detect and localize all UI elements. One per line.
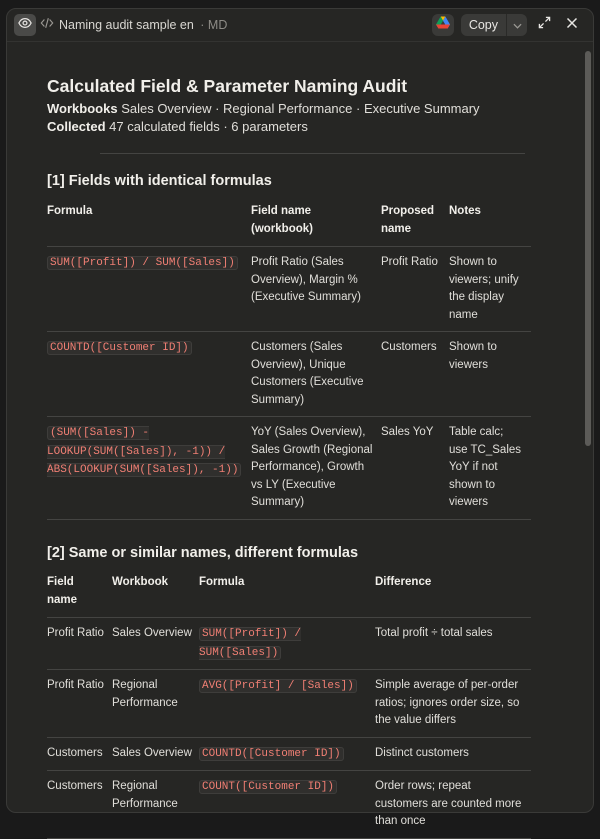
- divider: [100, 153, 525, 154]
- save-to-drive-button[interactable]: [432, 14, 454, 36]
- column-header: Notes: [449, 205, 481, 217]
- document-name: Naming audit sample en: [59, 18, 194, 32]
- view-toggle[interactable]: [14, 14, 60, 36]
- formula-code: SUM([Profit]) / SUM([Sales]): [47, 256, 238, 270]
- chevron-down-icon: [513, 16, 522, 34]
- expand-button[interactable]: [533, 14, 555, 36]
- formula-code: (SUM([Sales]) - LOOKUP(SUM([Sales]), -1)) / ABS(LOOKUP(SUM([Sales]), -1)): [47, 426, 241, 477]
- section-heading-identical-formulas: [1] Fields with identical formulas: [47, 173, 272, 189]
- table-row: [47, 771, 531, 839]
- copy-button[interactable]: Copy: [468, 18, 498, 32]
- drive-icon: [436, 16, 450, 34]
- field-name-cell: YoY (Sales Overview), Sales Growth (Regional Performance), Growth vs LY (Executive Summary): [251, 417, 381, 520]
- eye-icon: [18, 16, 32, 35]
- column-header: Workbook: [112, 576, 169, 588]
- workbook-cell: Regional Performance: [112, 771, 199, 839]
- artifact-window: [6, 8, 594, 827]
- formula-code: AVG([Profit] / [Sales]): [199, 679, 357, 693]
- formula-code: COUNTD([Customer ID]): [47, 341, 192, 355]
- column-header: Formula: [199, 576, 245, 588]
- section-heading-different-formulas: [2] Same or similar names, different formulas: [47, 545, 359, 561]
- workbook-cell: Sales Overview: [112, 737, 199, 771]
- difference-cell: Order rows; repeat customers are counted more than once: [375, 771, 531, 839]
- close-button[interactable]: [561, 14, 583, 36]
- field-name-cell: Profit Ratio (Sales Overview), Margin % (Executive Summary): [251, 247, 381, 332]
- field-name-cell: Customers: [47, 771, 112, 839]
- difference-cell: Total profit ÷ total sales: [375, 618, 531, 670]
- table-row: [47, 332, 531, 417]
- formula-code: SUM([Profit]) / SUM([Sales]): [199, 628, 302, 659]
- table-header-row: [47, 203, 531, 247]
- column-header: Field name: [47, 576, 78, 606]
- column-header: Difference: [375, 576, 432, 588]
- column-header: Field name (workbook): [251, 205, 313, 235]
- workbook-cell: Regional Performance: [112, 670, 199, 738]
- workbooks-value: Sales Overview · Regional Performance · Executive Summary: [121, 101, 480, 116]
- code-icon: [40, 16, 54, 35]
- difference-cell: Distinct customers: [375, 737, 531, 771]
- proposed-name-cell: Sales YoY: [381, 417, 449, 520]
- notes-cell: Shown to viewers; unify the display name: [449, 247, 531, 332]
- workbooks-label: Workbooks: [47, 101, 118, 116]
- column-header: Proposed name: [381, 205, 435, 235]
- notes-cell: Shown to viewers: [449, 332, 531, 417]
- collected-label: Collected: [47, 118, 106, 134]
- table-row: [47, 618, 531, 670]
- proposed-name-cell: Profit Ratio: [381, 247, 449, 332]
- formula-code: COUNT([Customer ID]): [199, 780, 337, 794]
- workbook-cell: Sales Overview: [112, 618, 199, 670]
- different-formulas-table: [47, 574, 531, 839]
- page-title: Calculated Field & Parameter Naming Audit: [47, 76, 408, 96]
- scrollbar-thumb[interactable]: [585, 51, 591, 446]
- field-name-cell: Profit Ratio: [47, 670, 112, 738]
- difference-cell: Simple average of per-order ratios; ignores order size, so the value differs: [375, 670, 531, 738]
- table-row: [47, 247, 531, 332]
- table-row: [47, 737, 531, 771]
- document-content: [7, 42, 579, 827]
- copy-button-group: [461, 14, 527, 36]
- table-row: [47, 417, 531, 520]
- identical-formulas-table: [47, 203, 531, 520]
- field-name-cell: Customers: [47, 737, 112, 771]
- table-header-row: [47, 574, 531, 618]
- formula-code: COUNTD([Customer ID]): [199, 747, 344, 761]
- field-name-cell: Customers (Sales Overview), Unique Customers (Executive Summary): [251, 332, 381, 417]
- proposed-name-cell: Customers: [381, 332, 449, 417]
- field-name-cell: Profit Ratio: [47, 618, 112, 670]
- document-format: · MD: [200, 18, 228, 32]
- document-title: [59, 18, 227, 32]
- close-icon: [566, 16, 578, 34]
- column-header: Formula: [47, 205, 93, 217]
- preview-button[interactable]: [14, 14, 36, 36]
- document-meta: [47, 100, 537, 135]
- titlebar: [7, 9, 593, 42]
- collected-value: 47 calculated fields · 6 parameters: [109, 118, 308, 134]
- code-button[interactable]: [36, 14, 58, 36]
- table-row: [47, 670, 531, 738]
- notes-cell: Table calc; use TC_Sales YoY if not shown to viewers: [449, 417, 531, 520]
- copy-options-button[interactable]: [506, 14, 527, 36]
- expand-icon: [538, 16, 551, 34]
